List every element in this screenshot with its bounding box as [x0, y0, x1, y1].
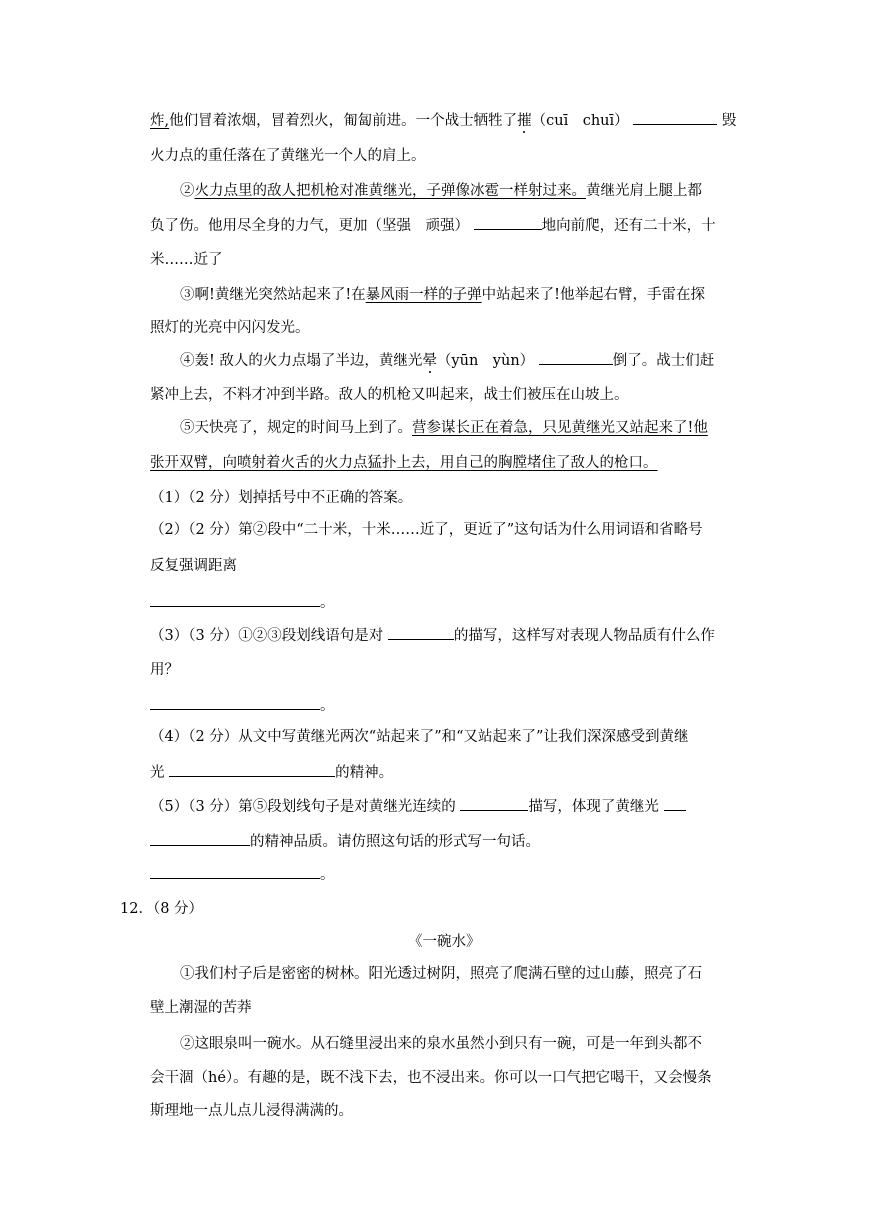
paragraph-2-line-3: 米……近了: [150, 252, 223, 268]
paragraph-2-line-2: [150, 215, 716, 236]
dotted-char: 摧: [517, 113, 532, 129]
text: 的精神。: [335, 765, 394, 781]
answer-blank[interactable]: [150, 695, 320, 710]
question-2-line-2: 反复强调距离: [150, 558, 237, 574]
question-4-line-1: （4）（2 分）从文中写黄继光两次“站起来了”和“又站起来了”让我们深深感受到黄继: [150, 729, 689, 745]
text: 的精神品质。请仿照这句话的形式写一句话。: [250, 834, 540, 850]
answer-blank[interactable]: [169, 762, 335, 777]
question-3-answer: [150, 695, 335, 716]
answer-blank[interactable]: [388, 625, 454, 640]
answer-blank[interactable]: [633, 110, 717, 125]
pinyin-choice: （cuī chuī）: [531, 113, 629, 129]
question-3-line-1: [150, 625, 715, 646]
passage-title: 《一碗水》: [408, 934, 481, 950]
paragraph-5-line-2: [150, 453, 658, 473]
text: ⑤天快亮了，规定的时间马上到了。: [180, 420, 412, 436]
passage-paragraph-1-line-1: ①我们村子后是密密的树林。阳光透过树阴，照亮了爬满石壁的过山藤，照亮了石: [180, 966, 702, 982]
passage-paragraph-2-line-1: ②这眼泉叫一碗水。从石缝里浸出来的泉水虽然小到只有一碗，可是一年到头都不: [180, 1036, 702, 1052]
question-2-answer: [150, 592, 335, 613]
text: 他们冒着浓烟，冒着烈火，匍匐前进。一个战士牺牲了: [169, 113, 518, 129]
text: 倒了。战士们赶: [612, 353, 715, 369]
question-1: （1）（2 分）划掉括号中不正确的答案。: [150, 490, 413, 506]
underlined-sentence: 张开双臂，向喷射着火舌的火力点猛扑上去，用自己的胸膛堵住了敌人的枪口。: [150, 455, 658, 471]
passage-paragraph-2-line-3: 斯理地一点儿点儿浸得满满的。: [150, 1103, 353, 1119]
text: 负了伤。他用尽全身的力气，更加（坚强 顽强）: [150, 218, 469, 234]
underlined-sentence: 营参谋长正在着急，只见黄继光又站起来了!他: [412, 420, 708, 436]
underlined-sentence: 火力点里的敌人把机枪对准黄继光，子弹像冰雹一样射过来。: [194, 183, 586, 199]
period: 。: [320, 867, 335, 883]
question-4-line-2: [150, 762, 393, 783]
text: 中站起来了!他举起右臂，手雷在探: [481, 287, 705, 303]
paragraph-5-line-1: [180, 418, 708, 438]
passage-paragraph-1-line-2: 壁上潮湿的苦莽: [150, 1000, 252, 1016]
answer-blank[interactable]: [150, 592, 320, 607]
answer-blank[interactable]: [474, 215, 542, 230]
question-12-header: 12．（8 分）: [120, 901, 204, 917]
period: 。: [320, 595, 335, 611]
paragraph-3-line-2: 照灯的光亮中闪闪发光。: [150, 320, 310, 336]
period: 。: [320, 698, 335, 714]
text: ③啊!黄继光突然站起来了!在: [180, 287, 366, 303]
text: 的描写，这样写对表现人物品质有什么作: [453, 628, 715, 644]
paragraph-4-line-2: 紧冲上去，不料才冲到半路。敌人的机枪又叫起来，战士们被压在山坡上。: [150, 387, 629, 403]
pinyin-choice: （yūn yùn）: [436, 353, 535, 369]
question-2-line-1: （2）（2 分）第②段中“二十米，十米……近了，更近了”这句话为什么用词语和省略号: [150, 522, 703, 538]
paragraph-2-line-1: [180, 181, 702, 201]
text: ④轰! 敌人的火力点塌了半边，黄继光: [180, 353, 423, 369]
passage-paragraph-2-line-2: 会干涸（hé）。有趣的是，既不浅下去，也不浸出来。你可以一口气把它喝干，又会慢条: [150, 1070, 712, 1086]
question-3-line-2: 用？: [150, 662, 179, 678]
answer-blank[interactable]: [150, 864, 320, 879]
question-5-answer: [150, 864, 335, 885]
paragraph-1-line-1: [150, 110, 736, 131]
text: 黄继光肩上腿上都: [586, 183, 702, 199]
dotted-char: 晕: [422, 353, 437, 369]
underlined-text: 炸,: [150, 113, 170, 129]
paragraph-3-line-1: [180, 285, 705, 305]
paragraph-number: ②: [180, 183, 195, 199]
paragraph-4-line-1: [180, 350, 714, 371]
answer-blank[interactable]: [539, 350, 613, 365]
text: 光: [150, 765, 165, 781]
text: 地向前爬，还有二十米，十: [541, 218, 716, 234]
paragraph-1-line-2: 火力点的重任落在了黄继光一个人的肩上。: [150, 148, 426, 164]
answer-blank[interactable]: [150, 831, 250, 846]
question-5-line-1: [150, 796, 686, 817]
underlined-phrase: 暴风雨一样的子弹: [365, 287, 482, 303]
text: 描写，体现了黄继光: [528, 799, 659, 815]
answer-blank[interactable]: [460, 796, 528, 811]
question-5-line-2: [150, 831, 540, 852]
text: 毁: [721, 113, 737, 129]
answer-blank[interactable]: [664, 796, 686, 811]
text: （3）（3 分）①②③段划线语句是对: [150, 628, 384, 644]
text: （5）（3 分）第⑤段划线句子是对黄继光连续的: [150, 799, 456, 815]
